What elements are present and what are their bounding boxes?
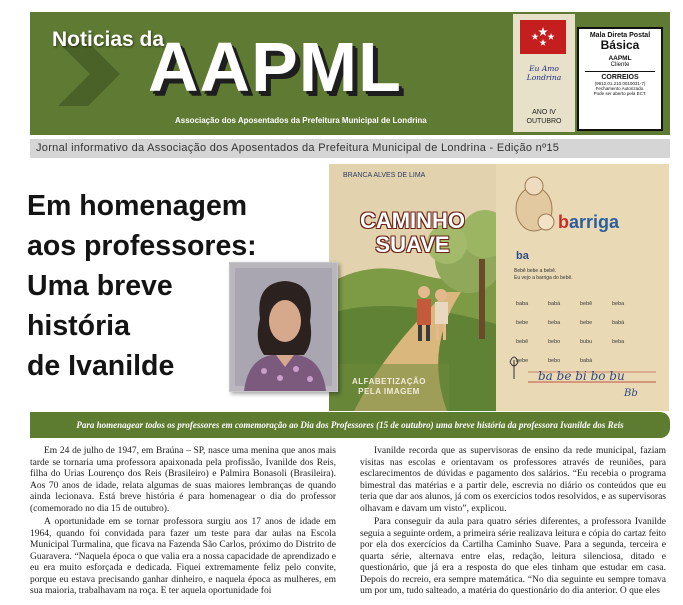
primer-sentence: Bebê bebe a bebê. — [514, 268, 557, 274]
primer-grid-cell: beba — [612, 339, 625, 345]
stamp-client-name: AAPML — [608, 55, 632, 62]
edition-month: OUTUBRO — [526, 118, 562, 125]
primer-grid-cell: bebe — [580, 320, 593, 326]
primer-word-rest: arriga — [569, 212, 620, 232]
stamp-title: Mala Direta Postal — [589, 32, 651, 39]
book-author: BRANCA ALVES DE LIMA — [343, 172, 426, 179]
primer-grid-cell: bebê — [516, 339, 529, 345]
stamp-contract: (9912.01.210.0010031-7) — [594, 81, 646, 86]
primer-sentence: Eu vejo a barriga do bebê. — [514, 275, 573, 281]
primer-grid-cell: bubu — [580, 339, 593, 345]
primer-grid-cell: baba — [516, 301, 529, 307]
primer-grid-cell: babá — [548, 301, 561, 307]
article-paragraph: Para conseguir da aula para quatro séries diferentes, a professora Ivanilde seguia a seguinte ordem, a primeira série realizava leitura e cópia do cartaz feito por ela dos exercícios da Cartilha Caminho Suave. Para a segunda, terceira e quarta série, alternava entre elas, redação, leitura silenciosa, ditado e questionário, que já era a resposta do que eles tinham que estudar em casa. Depois do recreio, era sempre matemática. “No dia seguinte eu sempre tomava um por um, tudo salteado, a matéria do questionário do dia anterior. O que eles — [360, 517, 666, 596]
primer-syllable: ba — [516, 250, 529, 262]
book-subtitle — [329, 377, 449, 397]
article-paragraph: Ivanilde recorda que as supervisoras de ensino da rede municipal, faziam visitas nas escolas e orientavam os professores através de reuniões, para esclarecimentos de dúvidas e pagamento dos salários. “Eu recebia o programa bimestral das matérias e a partir dele, escrevia no diário os conteúdos que eu teria que dar aos alunos, já com os exercícios todos resolvidos, e as supervisoras olhavam e davam um visto”, explicou. — [360, 446, 666, 514]
headline-line: Uma breve — [27, 270, 173, 302]
stamp-client-label: Cliente — [610, 62, 630, 68]
postal-stamp — [577, 27, 663, 131]
headline-line: Em homenagem — [27, 190, 248, 222]
primer-grid-cell: babá — [580, 358, 593, 364]
journal-info-bar: Jornal informativo da Associação dos Aposentados da Prefeitura Municipal de Londrina - Edição nº15 — [30, 139, 670, 158]
stamp-carrier: CORREIOS — [601, 74, 639, 81]
londrina-flag-icon — [520, 20, 566, 54]
slogan — [517, 64, 571, 82]
primer-grid-cell: beba — [548, 320, 561, 326]
stamp-note: Fechamento Autorizado. — [595, 86, 645, 91]
book-cover-illustration — [329, 164, 496, 411]
book-subtitle-line: PELA IMAGEM — [358, 387, 420, 396]
city-flag-box — [513, 14, 575, 132]
slogan-line: Eu Amo — [529, 64, 559, 73]
primer-syllable-grid — [516, 292, 656, 368]
masthead-logo: AAPML — [148, 28, 402, 106]
primer-grid-cell: bebo — [548, 358, 561, 364]
article-headline — [27, 186, 327, 386]
primer-grid-cell: babá — [612, 320, 625, 326]
masthead-subtitle: Associação dos Aposentados da Prefeitura Municipal de Londrina — [175, 116, 427, 125]
masthead — [30, 12, 670, 135]
headline-line: aos professores: — [27, 230, 257, 262]
article-paragraph: A oportunidade em se tornar professora surgiu aos 17 anos de idade em 1964, quando foi convidada para fazer um teste para dar aulas na Escola Municipal Turmalina, que ficava na Fazenda São Carlos, próximo do Distrito de Guaravera. “Naquela época o que valia era a nossa capacidade de aprendizado e eu era muito esforçada e dedicada. Fiquei extremamente feliz pelo convite, porque eu estava precisando ganhar dinheiro, e naquela época as mulheres, em sua maioria, trabalhavam na roça. E ter aquela oportunidade foi — [30, 517, 336, 596]
article-column-right — [360, 446, 666, 600]
article-column-left — [30, 446, 336, 600]
stamp-divider — [585, 71, 655, 72]
masthead-noticias-label: Noticias da — [52, 28, 165, 51]
stamp-note: Pode ser aberto pela ECT. — [593, 91, 647, 96]
stamp-type: Básica — [600, 38, 640, 52]
primer-grid-cell: bebê — [580, 301, 593, 307]
headline-line: história — [27, 310, 130, 342]
primer-word-initial: b — [558, 212, 569, 232]
primer-grid-cell: beba — [612, 301, 625, 307]
article-paragraph: Em 24 de julho de 1947, em Braúna – SP, nasce uma menina que anos mais tarde se tornaria uma professora apaixonada pela profissão, Ivanilde dos Reis, filha do Urias Lourenço dos Reis (Brasileiro) e Palmira Bonasoli (Brasileira). Aos 70 anos de idade, relata algumas de suas maiores lembranças de quando ainda lecionava. Está breve história é para homenagear o dia do professor (comemorado no dia 15 de outubro). — [30, 446, 336, 514]
primer-grid-cell: bebe — [516, 320, 529, 326]
primer-grid-cell: bebo — [548, 339, 561, 345]
book-title-line: SUAVE — [375, 232, 450, 257]
book-title-line: CAMINHO — [359, 208, 466, 233]
slogan-line: Londrina — [526, 73, 562, 82]
article-caption-banner: Para homenagear todos os professores em comemoração ao Dia dos Professores (15 de outubro) uma breve história da professora Ivanilde dos Reis — [30, 412, 670, 438]
book-subtitle-line: ALFABETIZAÇÃO — [351, 377, 427, 386]
edition-info — [515, 108, 573, 126]
primer-grid-cell: bebe — [516, 358, 529, 364]
book-page-photo — [496, 164, 669, 411]
primer-sentences — [514, 268, 573, 282]
primer-signature: Bb — [624, 388, 638, 399]
primer-script-line: ba be bi bo bu — [538, 369, 625, 383]
headline-line: de Ivanilde — [27, 350, 175, 382]
primer-word — [558, 212, 619, 233]
book-cover-photo — [329, 164, 496, 411]
edition-year: ANO IV — [532, 109, 556, 116]
